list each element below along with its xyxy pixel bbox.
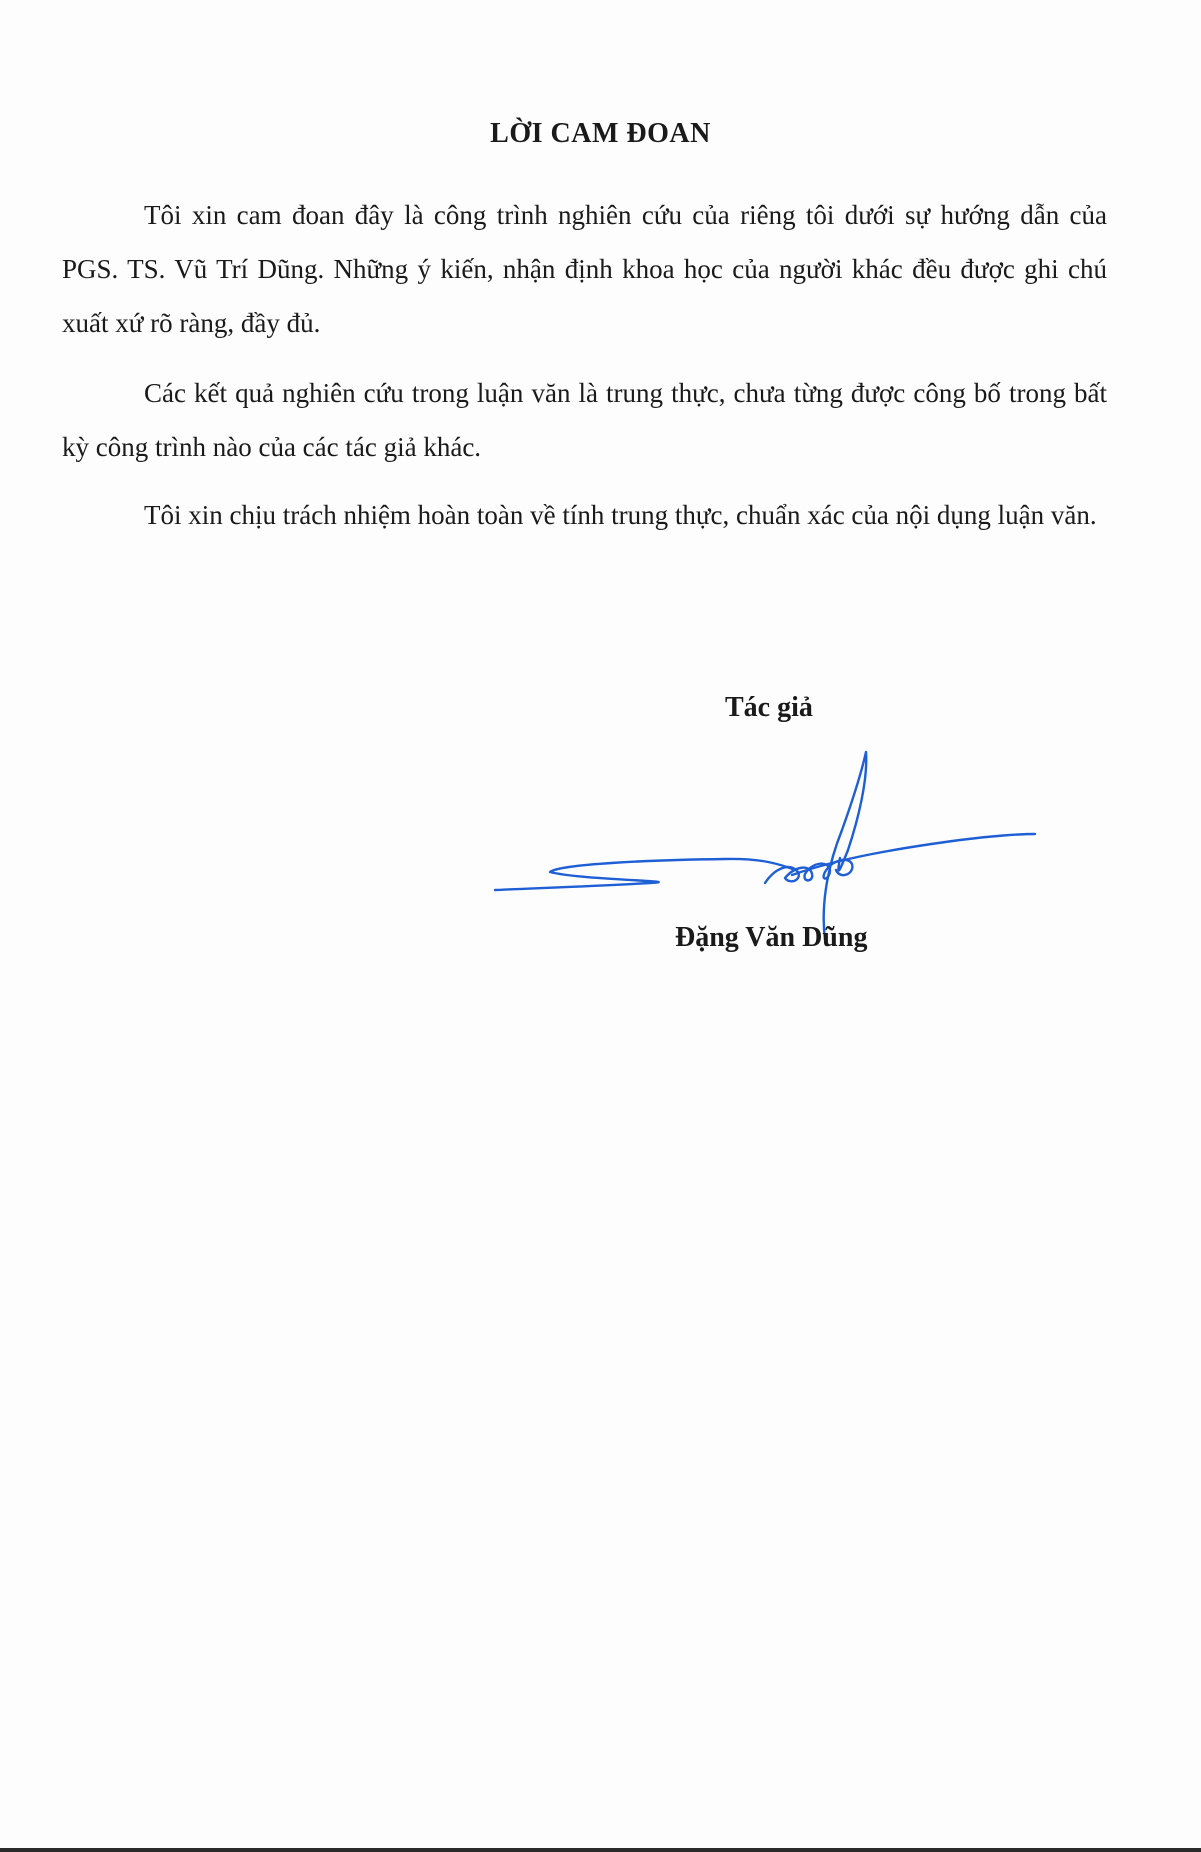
paragraph-2-block: [62, 366, 1107, 474]
paragraph-2: Các kết quả nghiên cứu trong luận văn là trung thực, chưa từng được công bố trong bất kỳ công trình nào của các tác giả khác.: [62, 378, 1107, 462]
paragraph-1: Tôi xin cam đoan đây là công trình nghiên cứu của riêng tôi dưới sự hướng dẫn của PGS. TS. Vũ Trí Dũng. Những ý kiến, nhận định khoa học của người khác đều được ghi chú xuất xứ rõ ràng, đầy đủ.: [62, 200, 1107, 338]
author-name: Đặng Văn Dũng: [675, 922, 868, 953]
paragraph-1-block: [62, 188, 1107, 350]
signature-icon: [480, 740, 1040, 940]
author-label: Tác giả: [725, 692, 813, 723]
document-title: LỜI CAM ĐOAN: [490, 118, 711, 149]
page-bottom-edge: [0, 1848, 1201, 1852]
paragraph-3: Tôi xin chịu trách nhiệm hoàn toàn về tính trung thực, chuẩn xác của nội dụng luận văn.: [144, 500, 1097, 530]
paragraph-3-block: [62, 488, 1107, 542]
